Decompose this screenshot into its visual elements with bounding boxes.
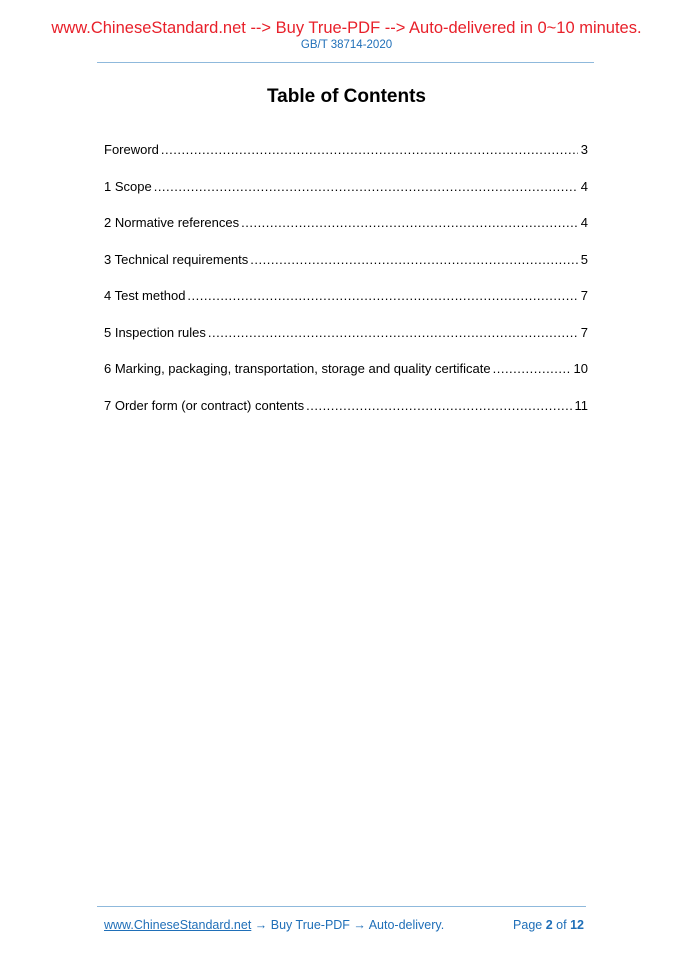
toc-dot-leader bbox=[493, 360, 571, 378]
toc-entry-normative-references[interactable] bbox=[104, 214, 588, 251]
toc-entry-page: 7 bbox=[580, 288, 588, 303]
page-indicator bbox=[513, 917, 584, 933]
toc-entry-scope[interactable] bbox=[104, 178, 588, 215]
document-code: GB/T 38714-2020 bbox=[300, 39, 393, 51]
page-word: Page bbox=[513, 918, 543, 932]
toc-entry-label: 6 Marking, packaging, transportation, storage and quality certificate bbox=[104, 361, 491, 376]
table-of-contents bbox=[104, 141, 588, 433]
footer-promo bbox=[104, 917, 444, 933]
toc-dot-leader bbox=[161, 141, 578, 159]
footer-divider bbox=[97, 906, 586, 907]
toc-entry-technical-requirements[interactable] bbox=[104, 251, 588, 288]
of-word: of bbox=[556, 918, 567, 932]
toc-entry-label: 4 Test method bbox=[104, 288, 186, 303]
toc-entry-page: 5 bbox=[580, 251, 588, 267]
toc-entry-label: 1 Scope bbox=[104, 178, 152, 194]
toc-dot-leader bbox=[154, 178, 578, 196]
toc-entry-label: 2 Normative references bbox=[104, 215, 240, 230]
toc-entry-page: 7 bbox=[580, 324, 588, 340]
toc-entry-page: 4 bbox=[580, 215, 588, 230]
toc-title: Table of Contents bbox=[266, 86, 427, 107]
toc-entry-label: 5 Inspection rules bbox=[104, 324, 206, 340]
toc-entry-page: 3 bbox=[580, 142, 588, 157]
toc-dot-leader bbox=[306, 397, 571, 415]
header-banner: www.ChineseStandard.net --> Buy True-PDF --> Auto-delivered in 0~10 minutes. bbox=[51, 19, 642, 37]
toc-entry-marking-packaging[interactable] bbox=[104, 360, 588, 397]
footer-tagline: → Buy True-PDF → Auto-delivery. bbox=[251, 918, 445, 932]
toc-entry-label: 3 Technical requirements bbox=[104, 251, 249, 267]
toc-entry-order-form[interactable] bbox=[104, 397, 588, 434]
header-divider bbox=[97, 62, 594, 63]
toc-dot-leader bbox=[241, 214, 578, 232]
toc-entry-label: 7 Order form (or contract) contents bbox=[104, 397, 305, 413]
total-page-count: 12 bbox=[570, 918, 584, 932]
toc-dot-leader bbox=[208, 324, 578, 342]
toc-entry-inspection-rules[interactable] bbox=[104, 324, 588, 361]
toc-entry-test-method[interactable] bbox=[104, 287, 588, 324]
toc-dot-leader bbox=[187, 287, 577, 305]
toc-dot-leader bbox=[250, 251, 577, 269]
footer-website-link[interactable]: www.ChineseStandard.net bbox=[104, 918, 252, 932]
toc-entry-page: 4 bbox=[580, 178, 588, 194]
toc-entry-foreword[interactable] bbox=[104, 141, 588, 178]
toc-entry-page: 10 bbox=[573, 361, 588, 376]
toc-entry-label: Foreword bbox=[104, 142, 159, 157]
toc-entry-page: 11 bbox=[574, 397, 588, 413]
current-page-number: 2 bbox=[545, 918, 553, 932]
